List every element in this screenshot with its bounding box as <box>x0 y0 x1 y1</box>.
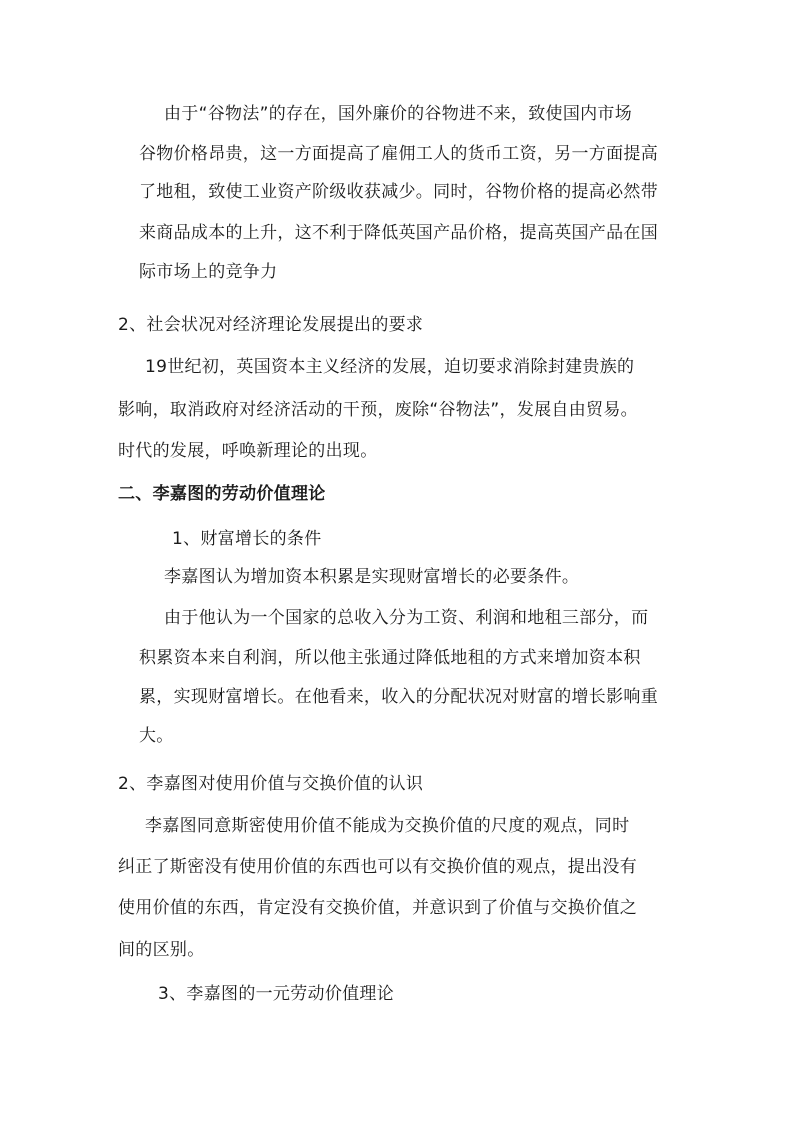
paragraph-line: 了地租，致使工业资产阶级收获减少。同时，谷物价格的提高必然带 <box>139 182 658 202</box>
paragraph-line: 间的区别。 <box>118 940 205 960</box>
paragraph-line: 由于“谷物法”的存在，国外廉价的谷物进不来，致使国内市场 <box>164 104 633 124</box>
paragraph-line: 李嘉图同意斯密使用价值不能成为交换价值的尺度的观点，同时 <box>145 816 630 836</box>
paragraph-line: 来商品成本的上升，这不利于降低英国产品价格，提高英国产品在国 <box>139 223 658 243</box>
paragraph-line: 李嘉图认为增加资本积累是实现财富增长的必要条件。 <box>164 567 580 587</box>
paragraph-line: 影响，取消政府对经济活动的干预，废除“谷物法”，发展自由贸易。 <box>118 400 638 420</box>
paragraph-line: 19世纪初，英国资本主义经济的发展，迫切要求消除封建贵族的 <box>145 357 635 377</box>
subheading: 1、财富增长的条件 <box>172 529 322 549</box>
subheading: 2、社会状况对经济理论发展提出的要求 <box>118 315 424 335</box>
paragraph-line: 积累资本来自利润，所以他主张通过降低地租的方式来增加资本积 <box>139 648 641 668</box>
subheading: 2、李嘉图对使用价值与交换价值的认识 <box>118 774 424 794</box>
paragraph-line: 累，实现财富增长。在他看来，收入的分配状况对财富的增长影响重 <box>139 687 658 707</box>
paragraph-line: 谷物价格昂贵，这一方面提高了雇佣工人的货币工资，另一方面提高 <box>139 144 658 164</box>
subheading: 3、李嘉图的一元劳动价值理论 <box>158 984 395 1004</box>
paragraph-line: 纠正了斯密没有使用价值的东西也可以有交换价值的观点，提出没有 <box>118 857 637 877</box>
paragraph-line: 时代的发展，呼唤新理论的出现。 <box>118 441 378 461</box>
section-heading: 二、李嘉图的劳动价值理论 <box>118 484 326 504</box>
paragraph-line: 由于他认为一个国家的总收入分为工资、利润和地租三部分，而 <box>164 608 649 628</box>
paragraph-line: 使用价值的东西，肯定没有交换价值，并意识到了价值与交换价值之 <box>118 898 637 918</box>
paragraph-line: 大。 <box>139 726 174 746</box>
paragraph-line: 际市场上的竞争力 <box>139 262 278 282</box>
